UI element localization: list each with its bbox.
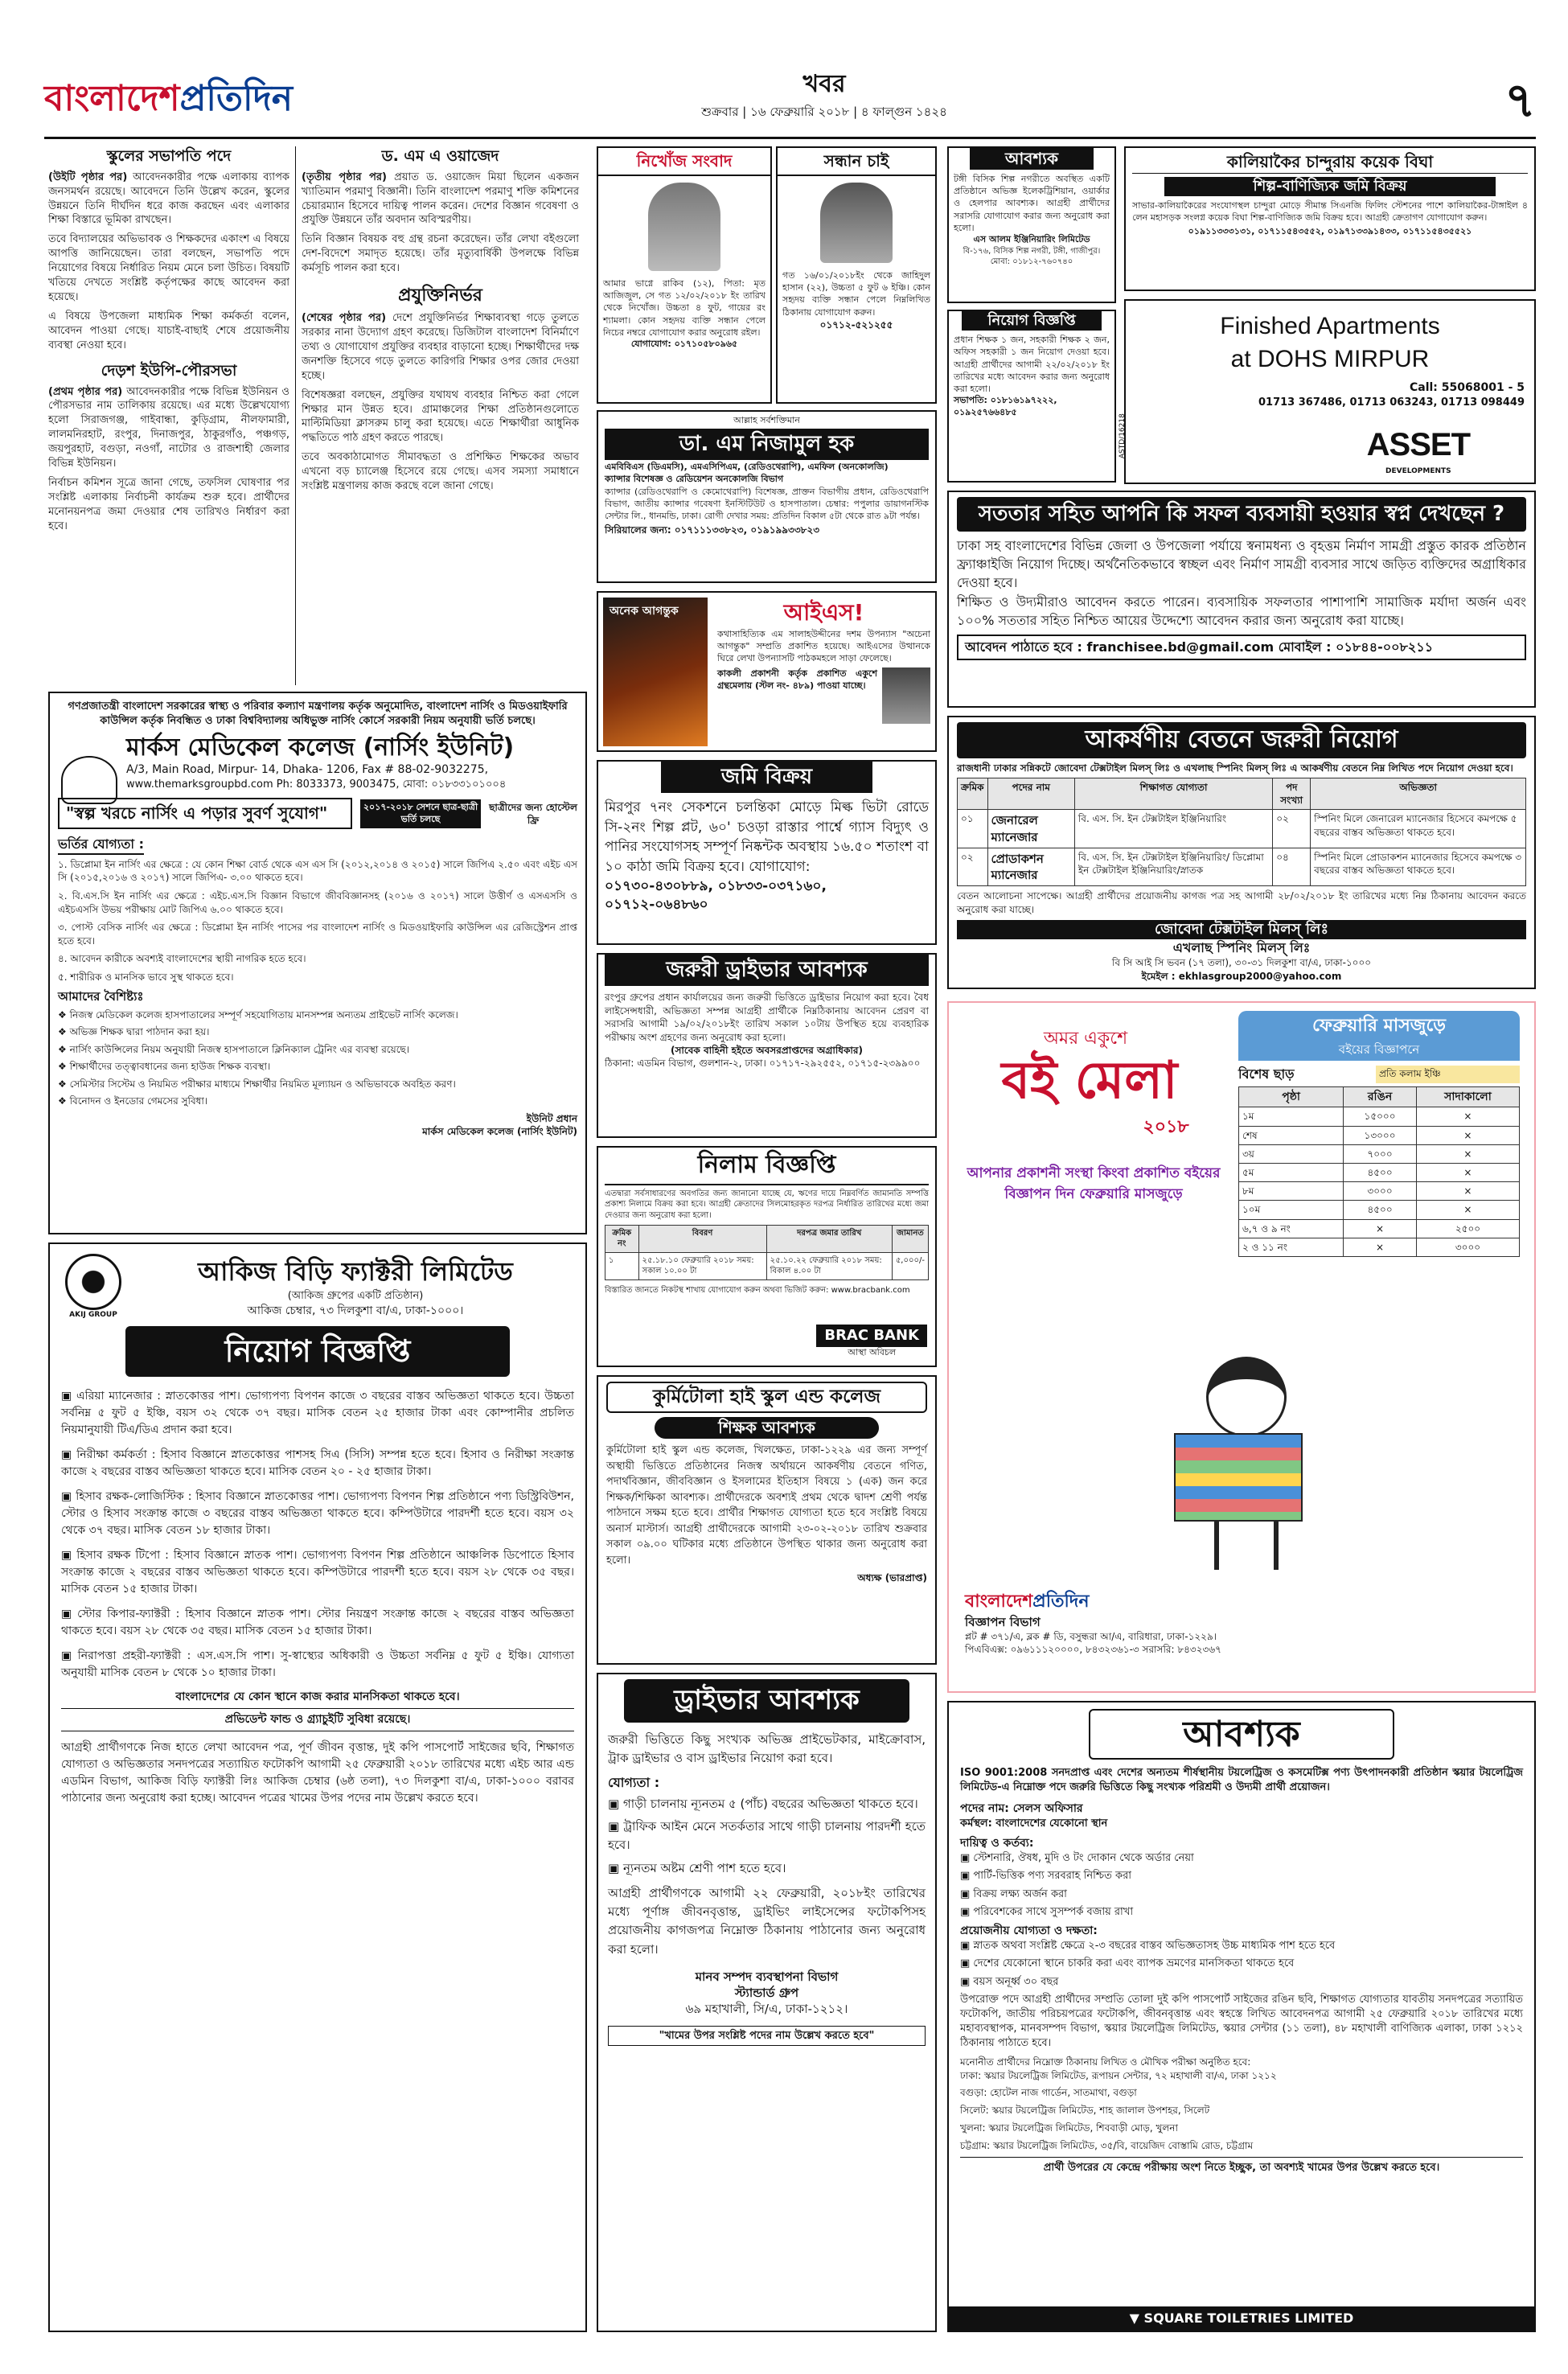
- auction-cell: ২৫.১৮.১০ ফেব্রুয়ারি ২০১৮ সময়: সকাল ১০.০০ টা: [638, 1252, 766, 1279]
- nursing-hostel: ছাত্রীদের জন্য হোস্টেল ফ্রি: [489, 801, 577, 826]
- nursing-sign-2: মার্কস মেডিকেল কলেজ (নার্সিং ইউনিট): [422, 1126, 577, 1137]
- land-sale-title: জমি বিক্রয়: [661, 762, 872, 793]
- boimela-ad: [947, 1001, 1536, 1693]
- asset-line-2: at DOHS MIRPUR: [1230, 345, 1430, 372]
- square-brand-name: SQUARE TOILETRIES LIMITED: [1143, 2310, 1354, 2327]
- nursing-sign-1: ইউনিট প্রধান: [526, 1112, 577, 1124]
- book-stack-icon: [1174, 1433, 1303, 1522]
- article-tech-p1: দেশে প্রযুক্তিনির্ভর শিক্ষাব্যবস্থা গড়ে তুলতে সরকার নানা উদ্যোগ গ্রহণ করেছে। ডিজিটাল বাংলাদেশ বিনির্মাণে তথ্য ও যোগাযোগ প্রযুক্তির ব্যবহার বাড়ানো হচ্ছে। শিক্ষার্থীদের দক্ষ জনশক্তি হিসেবে গড়ে তুলতে কারিগরি শিক্ষার ওপর জোর দেওয়া হচ্ছে।: [302, 311, 579, 382]
- boy-with-books-illustration: [1142, 1357, 1343, 1574]
- square-duty-3: ▣ বিক্রয় লক্ষ্য অর্জন করা: [960, 1887, 1523, 1902]
- akij-name: আকিজ বিড়ি ফ্যাক্টরী লিমিটেড: [198, 1256, 513, 1288]
- nursing-req-1: ১. ডিপ্লোমা ইন নার্সিং এর ক্ষেত্রে : যে কোন শিক্ষা বোর্ড থেকে এস এস সি (২০১২,২০১৪ ও ২০১৫) সালে জিপিএ ২.৫০ এবং এইচ এস সি (২০১৫,২০১৬ ও ২০১৭) সালে জিপিএ- ৩.০০ থাকতে হবে।: [58, 858, 577, 884]
- boimela-th-2: রঙিন: [1344, 1086, 1417, 1107]
- square-intro: ISO 9001:2008 সনদপ্রাপ্ত এবং দেশের অন্যতম শীর্ষস্থানীয় টয়লেট্রিজ ও কসমেটিক্স পণ্য উৎপাদনকারী প্রতিষ্ঠান স্কয়ার টয়লেট্রিজ লিমিটেড-এ নিম্নোক্ত পদে জরুরি ভিত্তিতে কিছু সংখ্যক পরিশ্রমী ও উদ্যমী প্রার্থী প্রয়োজন।: [960, 1767, 1523, 1794]
- square-duty-1: ▣ স্টেশনারি, ঔষধ, মুদি ও টং দোকান থেকে অর্ডার নেয়া: [960, 1851, 1523, 1866]
- kurmitola-ad: [597, 1375, 937, 1665]
- jobad-company: জোবেদা টেক্সটাইল মিলস্ লিঃ: [957, 920, 1526, 939]
- kurmitola-sign: অধ্যক্ষ (ভারপ্রাপ্ত): [857, 1572, 927, 1584]
- jobad-cell: ০৪: [1273, 848, 1311, 886]
- boimela-discount: বিশেষ ছাড়: [1238, 1066, 1295, 1082]
- driver-ad-2-req-2: ▣ ট্রাফিক আইন মেনে সতর্কতার সাথে গাড়ী চালনায় পারদর্শী হতে হবে।: [608, 1817, 926, 1855]
- boimela-th-3: সাদাকালো: [1416, 1086, 1519, 1107]
- akij-logo: [61, 1254, 125, 1320]
- akij-note: বাংলাদেশের যে কোন স্থানে কাজ করার মানসিকতা থাকতে হবে।: [175, 1690, 460, 1704]
- niyog-small-contact: সভাপতি: ০১৮১৬১৯৭২২২, ০১৯২৫৭৬৬৪৮৫: [954, 395, 1057, 417]
- akij-address: আকিজ চেম্বার, ৭৩ দিলকুশা বা/এ, ঢাকা-১০০০।: [247, 1304, 464, 1317]
- jobad-cell: বি. এস. সি. ইন টেক্সটাইল ইঞ্জিনিয়ারিং: [1074, 810, 1272, 848]
- boimela-big: বই মেলা: [1001, 1050, 1178, 1111]
- driver-ad-1-address: ঠিকানা: এডমিন বিভাগ, গুলশান-২, ঢাকা। ০১৭১৭-২৯২৫৫২, ০১৭১৫-২৩৯৯০০: [605, 1058, 921, 1070]
- auction-cell: ২৫.১০.২২ ফেব্রুয়ারি ২০১৮ সময়: বিকাল ৪.০০ টা: [766, 1252, 892, 1279]
- doctor-degrees: এমবিবিএস (ডিএমসি), এমএসিপিএম, (রেডিওথেরাপি), এমফিল (অনকোলজি): [605, 461, 889, 472]
- jobad-apply: বেতন আলোচনা সাপেক্ষে। আগ্রহী প্রার্থীদের প্রয়োজনীয় কাগজ পত্র সহ আগামী ২৮/০২/২০১৮ ইং তারিখের মধ্যে নিম্ন ঠিকানায় আবেদন করতে অনুরোধ করা যাচ্ছে।: [957, 890, 1526, 915]
- nursing-top: গণপ্রজাতন্ত্রী বাংলাদেশ সরকারের স্বাস্থ্য ও পরিবার কল্যাণ মন্ত্রণালয় কর্তৃক অনুমোদিত, বাংলাদেশ নার্সিং ও মিডওয়াইফারি কাউন্সিল কর্তৃক নিবন্ধিত ও ঢাকা বিশ্ববিদ্যালয় অধিভুক্ত নার্সিং কোর্সে সরকারী নিয়ম অনুযায়ী ভর্তি চলছে।: [68, 700, 568, 727]
- square-exam: মনোনীত প্রার্থীদের নিম্নোক্ত ঠিকানায় লিখিত ও মৌখিক পরীক্ষা অনুষ্ঠিত হবে:: [960, 2056, 1251, 2068]
- square-post: পদের নাম: সেলস অফিসার: [960, 1802, 1083, 1816]
- nursing-req-title: ভর্তির যোগ্যতা :: [58, 836, 144, 855]
- square-req-1: ▣ স্নাতক অথবা সংশ্লিষ্ট ক্ষেত্রে ২-৩ বছরের বাস্তব অভিজ্ঞতাসহ উচ্চ মাধ্যমিক পাশ হতে হবে: [960, 1939, 1523, 1953]
- boimela-month-sub: বইয়ের বিজ্ঞাপনে: [1238, 1041, 1520, 1061]
- jobad-address: বি সি আই সি ভবন (১৭ তলা), ৩০-৩১ দিলকুশা বা/এ, ঢাকা-১০০০: [1111, 957, 1372, 969]
- driver-ad-2-req-3: ▣ ন্যূনতম অষ্টম শ্রেণী পাশ হতে হবে।: [608, 1859, 926, 1878]
- jobad-th-4: পদ সংখ্যা: [1273, 778, 1311, 810]
- table-row: [1239, 1163, 1520, 1181]
- missing-title: নিখোঁজ সংবাদ: [598, 148, 770, 176]
- auction-th-4: জামানত: [892, 1225, 928, 1252]
- kaliakoir-title: কালিয়াকৈর চান্দুরায় কয়েক বিঘা: [1132, 151, 1528, 174]
- square-loc-5: চট্টগ্রাম: স্কয়ার টয়লেট্রিজ লিমিটেড, ৩৫/বি, বায়েজিদ বোস্তামি রোড, চট্টগ্রাম: [960, 2139, 1254, 2151]
- wanted-contact: ০১৭১২-৫২১২৫৫: [819, 318, 893, 331]
- article-wazed-title: ড. এম এ ওয়াজেদ: [381, 147, 499, 165]
- article-school-p2: তবে বিদ্যালয়ের অভিভাবক ও শিক্ষকদের একাংশ এ বিষয়ে আপত্তি জানিয়েছেন। তারা বলছেন, সভাপতি পদে নিয়োগের বিষয়ে নির্ধারিত নিয়ম মেনে চলা উচিত। বিষয়টি খতিয়ে দেখতে সংশ্লিষ্ট কর্তৃপক্ষের কাছে আবেদন করা হয়েছে।: [48, 233, 289, 304]
- table-row: [1239, 1219, 1520, 1238]
- square-loc-1: ঢাকা: স্কয়ার টয়লেট্রিজ লিমিটেড, রূপায়ন সেন্টার, ৭২ মহাখালী বা/এ, ঢাকা ১২১২: [960, 2069, 1277, 2081]
- asset-code: ASTD/16218: [1118, 413, 1127, 458]
- rate-cell: ২৫০০: [1416, 1219, 1519, 1238]
- square-duty-title: দায়িত্ব ও কর্তব্য:: [960, 1836, 1034, 1850]
- nursing-feat-1: ❖ নিজস্ব মেডিকেল কলেজ হাসপাতালের সম্পূর্ণ সহযোগিতায় মানসম্পন্ন অন্যতম প্রাইভেট নার্সিং কলেজ।: [58, 1008, 577, 1022]
- land-sale-body: মিরপুর ৭নং সেকশনে চলন্তিকা মোড়ে মিল্ক ভিটা রোডে সি-২নং শিল্প প্লট, ৬০' চওড়া রাস্তার পার্শ্বে গ্যাস বিদ্যুৎ ও পানির সংযোগসহ সম্পূর্ণ নিষ্কন্টক অবস্থায় ১৬.৫০ শতাংশ বা ১০ কাঠা জমি বিক্রয় হবে। যোগাযোগ:: [605, 799, 929, 876]
- land-sale-phones: ০১৭৩০-৪৩০৮৮৯, ০১৮৩৩-০৩৭১৬০, ০১৭১২-০৬৪৮৬০: [605, 877, 827, 913]
- akij-ad: [48, 1242, 587, 2332]
- article-school-title: স্কুলের সভাপতি পদে: [106, 147, 232, 165]
- auction-cell: ৫,০০০/-: [892, 1252, 928, 1279]
- auction-th-3: দরপত্র জমার তারিখ: [766, 1225, 892, 1252]
- square-ad: [947, 1701, 1536, 2332]
- article-tech-p3: তবে অবকাঠামোগত সীমাবদ্ধতা ও প্রশিক্ষিত শিক্ষকের অভাব এখনো বড় চ্যালেঞ্জ হিসেবে রয়ে গেছে। এসব সমস্যা সমাধানে সংশ্লিষ্ট মন্ত্রণালয় কাজ করছে বলে জানা গেছে।: [302, 451, 579, 493]
- land-sale-ad: [597, 760, 937, 945]
- rate-cell: শেষ: [1239, 1126, 1344, 1144]
- square-loc-3: সিলেট: স্কয়ার টয়লেট্রিজ লিমিটেড, শাহ জালাল উপশহর, সিলেট: [960, 2105, 1210, 2117]
- book-cover-title: অনেক আগন্তুক: [610, 605, 679, 618]
- jobad-ad: [947, 716, 1536, 989]
- square-loc-2: বগুড়া: হোটেল নাজ গার্ডেন, সাতমাথা, বগুড়া: [960, 2087, 1137, 2099]
- masthead-rule: [44, 137, 1536, 139]
- rate-cell: ×: [1416, 1126, 1519, 1144]
- rate-cell: ৪৫০০: [1344, 1201, 1417, 1219]
- rate-cell: ১ম: [1239, 1107, 1344, 1126]
- jobad-cell: ০২: [1273, 810, 1311, 848]
- rate-cell: ২ ও ১১ নং: [1239, 1238, 1344, 1256]
- driver-ad-2-company: মানব সম্পদ ব্যবস্থাপনা বিভাগ স্ট্যান্ডার্ড গ্রুপ: [695, 1969, 839, 2001]
- brac-bank-tagline: আস্থা অবিচল: [848, 1347, 897, 1358]
- akij-title: নিয়োগ বিজ্ঞপ্তি: [125, 1326, 510, 1377]
- franchise-ad: [947, 491, 1536, 708]
- nursing-session: ২০১৭-২০১৮ সেশনে ছাত্র-ছাত্রী ভর্তি চলছে: [360, 799, 481, 828]
- boimela-year: ২০১৮: [1143, 1117, 1189, 1137]
- missing-contact: যোগাযোগ: ০১৭১০৫৮০৯৬৫: [630, 338, 738, 349]
- table-row: [1239, 1201, 1520, 1219]
- akij-item-6: ▣ নিরাপত্তা প্রহরী-ফ্যাক্টরী : এস.এস.সি পাশ। সু-স্বাস্থ্যের অধিকারী ও উচ্চতা সর্বনিম্ন ৫ ফুট ৫ ইঞ্চি। যোগ্যতা অনুযায়ী মাসিক বেতন ৮ থেকে ১০ হাজার টাকা।: [61, 1648, 574, 1682]
- akij-item-5: ▣ স্টোর কিপার-ফ্যাক্টরী : হিসাব বিজ্ঞানে স্নাতক পাশ। স্টোর নিয়ন্ত্রণ সংক্রান্ত কাজে ২ বছরের বাস্তব অভিজ্ঞতা থাকতে হবে। বয়স ২৮ থেকে ৩৫ বছর। মাসিক বেতন ১৫ হাজার টাকা।: [61, 1606, 574, 1640]
- rate-cell: ৬,৭ ও ৯ নং: [1239, 1219, 1344, 1238]
- akij-item-1: ▣ এরিয়া ম্যানেজার : স্নাতকোত্তর পাশ। ভোগ্যপণ্য বিপণন কাজে ৩ বছরের বাস্তব অভিজ্ঞতা থাকতে হবে। উচ্চতা সর্বনিম্ন ৫ ফুট ৫ ইঞ্চি, বয়স ৩২ থেকে ৩৭ বছর। মাসিক বেতন ২৫ হাজার টাকা এবং কোম্পানীর প্রচলিত নিয়মানুযায়ী টিএ/ডিএ প্রদান করা হবে।: [61, 1388, 574, 1439]
- driver-ad-1: [597, 953, 937, 1138]
- driver-ad-1-title: জরুরী ড্রাইভার আবশ্যক: [605, 955, 929, 986]
- driver-ad-2-note: "খামের উপর সংশ্লিষ্ট পদের নাম উল্লেখ করতে হবে": [608, 2026, 926, 2047]
- nursing-feat-2: ❖ অভিজ্ঞ শিক্ষক দ্বারা পাঠদান করা হয়।: [58, 1025, 577, 1039]
- article-school-p1: আবেদনকারীর পক্ষে এলাকায় ব্যাপক জনসমর্থন রয়েছে। আবেদনে তিনি উল্লেখ করেন, স্কুলের উন্নয়নে তিনি দীর্ঘদিন ধরে কাজ করছেন এবং এলাকার শিক্ষা বিস্তারে ভূমিকা রাখছেন।: [48, 170, 289, 227]
- square-req-2: ▣ দেশের যেকোনো স্থানে চাকরি করা এবং ব্যাপক ভ্রমণের মানসিকতা থাকতে হবে: [960, 1957, 1523, 1971]
- wanted-ad: [776, 146, 937, 404]
- avashyak-small-address: বি-১৭৬, বিসিক শিল্প নগরী, টঙ্গী, গাজীপুর। মোবা: ০১৮১২-৭৬০৭৪০: [963, 246, 1101, 267]
- jobad-cell: বি. এস. সি. ইন টেক্সটাইল ইঞ্জিনিয়ারিং/ ডিপ্লোমা ইন টেক্সটাইল ইঞ্জিনিয়ারিং/স্নাতক: [1074, 848, 1272, 886]
- avashyak-small-company: এস আলম ইঞ্জিনিয়ারিং লিমিটেড: [973, 233, 1090, 244]
- missing-ad: [597, 146, 772, 404]
- masthead: [44, 68, 1536, 133]
- nursing-req-3: ৩. পোস্ট বেসিক নার্সিং এর ক্ষেত্রে : ডিপ্লোমা ইন নার্সিং পাসের পর বাংলাদেশ নার্সিং ও মিডওয়াইফারি কাউন্সিল এর রেজিস্ট্রেশন প্রাপ্ত হতে হবে।: [58, 922, 577, 947]
- asset-ad: [1118, 299, 1536, 484]
- auction-th-1: ক্রমিক নং: [605, 1225, 639, 1252]
- table-row: [1239, 1107, 1520, 1126]
- boimela-brand: [965, 1590, 1520, 1614]
- book-title: আইএস!: [783, 599, 864, 626]
- missing-photo: [648, 183, 720, 271]
- table-row: [1239, 1144, 1520, 1163]
- boimela-rate-table: [1238, 1086, 1520, 1257]
- brand-part-b: প্রতিদিন: [179, 78, 293, 119]
- table-row: [958, 810, 1526, 848]
- article-wazed-p2: তিনি বিজ্ঞান বিষয়ক বহু গ্রন্থ রচনা করেছেন। তাঁর লেখা বইগুলো দেশ-বিদেশে সমাদৃত হয়েছে। তাঁর মৃত্যুবার্ষিকী উপলক্ষে বিভিন্ন কর্মসূচি পালন করা হবে।: [302, 233, 579, 275]
- brand-part-a: বাংলাদেশ: [44, 78, 180, 119]
- rate-cell: ×: [1416, 1144, 1519, 1163]
- boimela-caption: আপনার প্রকাশনী সংস্থা কিংবা প্রকাশিত বইয়ের বিজ্ঞাপন দিন ফেব্রুয়ারি মাসজুড়ে: [967, 1165, 1221, 1202]
- article-school-p3: এ বিষয়ে উপজেলা মাধ্যমিক শিক্ষা কর্মকর্তা বলেন, আবেদন পাওয়া গেছে। যাচাই-বাছাই শেষে প্রয়োজনীয় ব্যবস্থা নেওয়া হবে।: [48, 310, 289, 351]
- boimela-th-1: পৃষ্ঠা: [1239, 1086, 1344, 1107]
- akij-item-2: ▣ নিরীক্ষা কর্মকর্তা : হিসাব বিজ্ঞানে স্নাতকোত্তর পাশসহ সিএ (সিসি) সম্পন্ন হতে হবে। হিসাব ও নিরীক্ষা সংক্রান্ত কাজে ২ বছরের বাস্তব অভিজ্ঞতা থাকতে হবে। মাসিক বেতন ২০ - ২৫ হাজার টাকা।: [61, 1447, 574, 1481]
- doctor-name: ডা. এম নিজামুল হক: [605, 429, 929, 460]
- rate-cell: ×: [1416, 1163, 1519, 1181]
- brac-bank-logo: BRAC BANK: [816, 1325, 927, 1347]
- doctor-ad: [597, 410, 937, 583]
- rate-cell: ×: [1416, 1107, 1519, 1126]
- book-body: কথাসাহিত্যিক এম সালাহউদ্দীনের দশম উপন্যাস "অচেনা আগন্তুক" সম্প্রতি প্রকাশিত হয়েছে। আইএসের উত্থানকে ঘিরে লেখা উপন্যাসটি পাঠকমহলে সাড়া ফেলেছে।: [717, 628, 930, 664]
- nursing-feat-4: ❖ শিক্ষার্থীদের তত্ত্বাবধানের জন্য হাউজ শিক্ষক ব্যবস্থা।: [58, 1060, 577, 1074]
- article-up-p2: নির্বাচন কমিশন সূত্রে জানা গেছে, তফসিল ঘোষণার পর সংশ্লিষ্ট এলাকায় নির্বাচনী কার্যক্রম শুরু হবে। প্রার্থীদের মনোনয়নপত্র জমা দেওয়ার শেষ তারিখও নির্ধারণ করা হবে।: [48, 477, 289, 532]
- jobad-table: [957, 778, 1526, 886]
- driver-ad-2-apply: আগ্রহী প্রার্থীগণকে আগামী ২২ ফেব্রুয়ারী, ২০১৮ইং তারিখের মধ্যে পূর্ণাঙ্গ জীবনবৃত্তান্ত, ড্রাইভিং লাইসেন্সের ফটোকপিসহ প্রয়োজনীয় কাগজপত্র নিম্নোক্ত ঠিকানায় পাঠানোর জন্য অনুরোধ করা হলো।: [608, 1885, 926, 1957]
- article-tech-continued: (শেষের পৃষ্ঠার পর): [302, 311, 387, 324]
- jobad-th-3: শিক্ষাগত যোগ্যতা: [1074, 778, 1272, 810]
- driver-ad-2-address: ৬৯ মহাখালী, সি/এ, ঢাকা-১২১২।: [685, 2002, 848, 2017]
- boimela-rate-card: [1238, 1011, 1520, 1357]
- auction-th-2: বিবরণ: [638, 1225, 766, 1252]
- square-area: কর্মস্থল: বাংলাদেশের যেকোনো স্থান: [960, 1817, 1108, 1830]
- akij-logo-sub: AKIJ GROUP: [69, 1311, 117, 1319]
- article-tech-p2: বিশেষজ্ঞরা বলছেন, প্রযুক্তির যথাযথ ব্যবহার নিশ্চিত করা গেলে শিক্ষার মান উন্নত হবে। গ্রামাঞ্চলের শিক্ষা প্রতিষ্ঠানগুলোতে মাল্টিমিডিয়া ক্লাসরুম চালু করা হয়েছে। এতে শিক্ষার্থীরা আধুনিক পদ্ধতিতে পাঠ গ্রহণ করতে পারছে।: [302, 388, 579, 445]
- avashyak-small-body: টঙ্গী বিসিক শিল্প নগরীতে অবস্থিত একটি প্রতিষ্ঠানে অভিজ্ঞ ইলেকট্রিশিয়ান, ওয়ার্কার ও হেলপার আবশ্যক। আগ্রহী প্রার্থীদের সরাসরি যোগাযোগ করার জন্য অনুরোধ করা হলো।: [954, 174, 1110, 233]
- akij-leaf-icon: [65, 1254, 121, 1310]
- akij-benefit: প্রভিডেন্ট ফান্ড ও গ্র্যাচুইটি সুবিধা রয়েছে।: [61, 1708, 574, 1731]
- jobad-cell: ০১: [958, 810, 988, 848]
- author-photo: [882, 667, 930, 724]
- nursing-logo-icon: [61, 756, 117, 804]
- square-req-3: ▣ বয়স অনূর্ধ্ব ৩০ বছর: [960, 1975, 1523, 1990]
- nursing-slogan: "স্বল্প খরচে নার্সিং এ পড়ার সুবর্ণ সুযোগ": [58, 798, 352, 829]
- boimela-address: প্লট # ৩৭১/এ, ব্লক # ডি, বসুন্ধরা আ/এ, বারিধারা, ঢাকা-১২২৯।: [965, 1630, 1217, 1642]
- rate-cell: ৮ম: [1239, 1182, 1344, 1201]
- boimela-dept: বিজ্ঞাপন বিভাগ: [965, 1614, 1041, 1629]
- wanted-title: সন্ধান চাই: [778, 148, 935, 176]
- jobad-intro: রাজধানী ঢাকার সন্নিকটে জোবেদা টেক্সটাইল মিলস্ লিঃ ও এখলাছ স্পিনিং মিলস্ লিঃ এ আকর্ষণীয় বেতনে নিম্ন লিখিত পদে নিয়োগ দেওয়া হবে।: [957, 762, 1513, 774]
- boimela-title: অমর একুশে: [1043, 1029, 1128, 1049]
- square-title: আবশ্যক: [1089, 1709, 1394, 1760]
- boimela-brand-b: প্রতিদিন: [1032, 1591, 1090, 1612]
- nursing-name: মার্কস মেডিকেল কলেজ (নার্সিং ইউনিট): [126, 733, 515, 762]
- driver-ad-2-body: জরুরী ভিত্তিতে কিছু সংখ্যক অভিজ্ঞ প্রাইভেটকার, মাইক্রোবাস, ট্রাক ড্রাইভার ও বাস ড্রাইভার নিয়োগ করা হবে।: [608, 1731, 926, 1766]
- article-wazed-continued: (তৃতীয় পৃষ্ঠার পর): [302, 170, 387, 183]
- table-row: [605, 1252, 929, 1279]
- column-divider: [295, 146, 296, 685]
- boy-legs: [1214, 1522, 1279, 1570]
- table-row: [1239, 1238, 1520, 1256]
- asset-phones: 01713 367486, 01713 063243, 01713 098449: [1258, 396, 1525, 409]
- akij-group: (আকিজ গ্রুপের একটি প্রতিষ্ঠান): [287, 1290, 424, 1303]
- niyog-small-ad: [947, 310, 1116, 483]
- asset-call: Call: 55068001 - 5: [1409, 381, 1525, 394]
- jobad-cell: প্রোডাকশন ম্যানেজার: [987, 848, 1074, 886]
- nursing-req-5: ৫. শারীরিক ও মানসিক ভাবে সুস্থ থাকতে হবে।: [58, 971, 234, 983]
- article-up-title: দেড়শ ইউপি-পৌরসভা: [101, 361, 237, 380]
- rate-cell: ৭০০০: [1344, 1144, 1417, 1163]
- page-number: ৭: [1504, 72, 1536, 129]
- driver-ad-2-req-title: যোগ্যতা :: [608, 1775, 660, 1791]
- rate-cell: ৩০০০: [1416, 1238, 1519, 1256]
- kurmitola-title: কুর্মিটোলা হাই স্কুল এন্ড কলেজ: [606, 1382, 927, 1413]
- article-school: [48, 146, 289, 685]
- franchise-body: ঢাকা সহ বাংলাদেশের বিভিন্ন জেলা ও উপজেলা পর্যায়ে স্বনামধন্য ও বৃহত্তম নির্মাণ সামগ্রী প্রস্তুত কারক প্রতিষ্ঠান ফ্র্যাঞ্চাইজি নিয়োগ দিচ্ছে। অর্থনৈতিকভাবে স্বচ্ছল এবং নির্মাণ সামগ্রী ব্যবসার সাথে জড়িত ব্যক্তিদের অগ্রাধিকার দেওয়া হবে।: [957, 538, 1526, 591]
- nursing-req-2: ২. বি.এস.সি ইন নার্সিং এর ক্ষেত্রে : এইচ.এস.সি বিজ্ঞান বিভাগে জীববিজ্ঞানসহ (২০১৬ ও ২০১৭) সালে উত্তীর্ণ ও এসএসসি ও এইচএসসি উভয় পরীক্ষায় মোট জিপিএ ৬.০০ থাকতে হবে।: [58, 890, 577, 915]
- franchise-body-2: শিক্ষিত ও উদ্যমীরাও আবেদন করতে পারেন। ব্যবসায়িক সফলতার পাশাপাশি সামাজিক মর্যাদা অর্জন এবং ১০০% সততার সহিত নিশ্চিত আয়ের উদ্দেশ্যে আবেদন করার জন্য অনুরোধ করা যাচ্ছে।: [957, 594, 1526, 628]
- avashyak-small-ad: [947, 146, 1116, 303]
- doctor-role: ক্যান্সার বিশেষজ্ঞ ও রেডিয়েশন অনকোলজি বিভাগ: [605, 473, 784, 484]
- square-duty-2: ▣ পার্টি-ভিত্তিক পণ্য সরবরাহ নিশ্চিত করা: [960, 1869, 1523, 1883]
- nursing-req-4: ৪. আবেদন কারীকে অবশ্যই বাংলাদেশের স্থায়ী নাগরিক হতে হবে।: [58, 953, 306, 965]
- franchise-title: সততার সহিত আপনি কি সফল ব্যবসায়ী হওয়ার স্বপ্ন দেখছেন ?: [957, 497, 1526, 532]
- boy-head: [1206, 1357, 1287, 1437]
- driver-ad-2: [597, 1673, 937, 2332]
- square-logo-icon: ▼: [1129, 2310, 1144, 2327]
- kaliakoir-phones: ০১৯১১৩৩৩১৩১, ০১৭১১৫৪৩৫৫২, ০১৯৭১৩৩৯১৪৩৩, ০১৭১১৫৪৩৫৫২১: [1188, 225, 1472, 236]
- akij-apply: আগ্রহী প্রার্থীগণকে নিজ হাতে লেখা আবেদন পত্র, পূর্ণ জীবন বৃত্তান্ত, দুই কপি পাসপোর্ট সাইজের ছবি, শিক্ষাগত যোগ্যতা ও অভিজ্ঞতার সনদপত্রের সত্যায়িত ফটোকপি আগামী ২৫ ফেব্রুয়ারী ২০১৮ তারিখের মধ্যে এইচ আর এন্ড এডমিন বিভাগ, আকিজ বিড়ি ফ্যাক্টরী লিঃ আকিজ চেম্বার (৬ষ্ঠ তলা), ৭৩ দিলকুশা বা/এ, ঢাকা-১০০০ বরাবর পাঠানোর জন্য অনুরোধ করা হচ্ছে। আবেদন পত্রের খামের উপর পদের নাম উল্লেখ করতে হবে।: [61, 1741, 574, 1805]
- rate-cell: ১৩০০০: [1344, 1126, 1417, 1144]
- kurmitola-subtitle: শিক্ষক আবশ্যক: [655, 1417, 879, 1439]
- article-wazed-p1: প্রয়াত ড. ওয়াজেদ মিয়া ছিলেন একজন খ্যাতিমান পরমাণু বিজ্ঞানী। তিনি বাংলাদেশ পরমাণু শক্তি কমিশনের চেয়ারম্যান হিসেবে দায়িত্ব পালন করেন। দেশের বিজ্ঞান গবেষণা ও প্রযুক্তি উন্নয়নে তাঁর অবদান অবিস্মরণীয়।: [302, 170, 580, 227]
- article-up-continued: (প্রথম পৃষ্ঠার পর): [48, 385, 123, 398]
- nursing-feat-5: ❖ সেমিস্টার সিস্টেম ও নিয়মিত পরীক্ষার মাধ্যমে শিক্ষার্থীর নিয়মিত মূল্যায়ন ও অভিভাবকে অবহিত করণ।: [58, 1078, 577, 1091]
- nursing-ad: [48, 692, 587, 1234]
- issue-date: শুক্রবার | ১৬ ফেব্রুয়ারি ২০১৮ | ৪ ফাল্গুন ১৪২৪: [701, 105, 947, 119]
- doctor-tag: আল্লাহ সর্বশক্তিমান: [733, 415, 800, 425]
- square-apply: উপরোক্ত পদে আগ্রহী প্রার্থীদের সম্প্রতি তোলা দুই কপি পাসপোর্ট সাইজের রঙিন ছবি, শিক্ষাগত যোগ্যতার যাবতীয় সনদপত্রের সত্যায়িত ফটোকপি, জাতীয় পরিচয়পত্রের ফটোকপি, জীবনবৃত্তান্ত এবং স্বহস্তে লিখিত আবেদনপত্র আগামী ২৫ ফেব্রুয়ারি ২০১৮ তারিখের মধ্যে মহাব্যবস্থাপক, মানবসম্পদ বিভাগ, স্কয়ার টয়লেট্রিজ লিমিটেড, স্কয়ার সেন্টার (১১ তলা), ৪৮ মহাখালী বাণিজ্যিক এলাকা, ঢাকা ১২১২ ঠিকানায় পাঠাতে হবে।: [960, 1994, 1523, 2050]
- kurmitola-body: কুর্মিটোলা হাই স্কুল এন্ড কলেজ, খিলক্ষেত, ঢাকা-১২২৯ এর জন্য সম্পূর্ণ অস্থায়ী ভিত্তিতে প্রতিষ্ঠানের নিজস্ব অর্থায়নে আকর্ষণীয় বেতনে গণিত, পদার্থবিজ্ঞান, জীববিজ্ঞান ও ইসলামের ইতিহাস বিষয়ে ১ (এক) জন করে শিক্ষক/শিক্ষিকা আবশ্যক। প্রার্থীদেরকে অবশ্যই প্রথম থেকে দ্বাদশ শ্রেণী পর্যন্ত পাঠদানে সক্ষম হতে হবে। প্রার্থীর শিক্ষাগত যোগ্যতা হতে হবে সংশ্লিষ্ট বিষয়ে অনার্স মাস্টার্স। আগ্রহী প্রার্থীদেরকে আগামী ২৩-০২-২০১৮ তারিখ শুক্রবার সকাল ০৯.০০ ঘটিকার মধ্যে প্রতিষ্ঠানে উপস্থিত থাকার জন্য অনুরোধ করা হলো।: [606, 1444, 927, 1567]
- kaliakoir-body: সাভার-কালিয়াকৈরের সংযোগস্থল চান্দুরা মোড়ে সীমান্ত সিএনজি ফিলিং স্টেশনের পাশে কালিয়াকৈর-টাঙ্গাইল ৪ লেন মহাসড়ক সংলগ্ন কয়েক বিঘা শিল্প-বাণিজ্যিক জমি বিক্রয় হবে। আগ্রহী ক্রেতাগণ যোগাযোগ করুন।: [1132, 200, 1528, 224]
- auction-cell: ১: [605, 1252, 639, 1279]
- book-stall: কাকলী প্রকাশনী কর্তৃক প্রকাশিত একুশে গ্রন্থমেলায় (স্টল নং- ৪৮৯) পাওয়া যাচ্ছে।: [717, 668, 877, 692]
- jobad-th-5: অভিজ্ঞতা: [1311, 778, 1526, 810]
- auction-ad: [597, 1146, 937, 1367]
- jobad-th-1: ক্রমিক: [958, 778, 988, 810]
- book-ad: [597, 591, 937, 752]
- rate-cell: ৩য়: [1239, 1144, 1344, 1163]
- article-school-continued: (উইটি পৃষ্ঠার পর): [48, 170, 128, 183]
- driver-ad-2-title: ড্রাইভার আবশ্যক: [624, 1679, 909, 1723]
- niyog-small-title: নিয়োগ বিজ্ঞপ্তি: [962, 311, 1102, 331]
- niyog-small-body: প্রধান শিক্ষক ১ জন, সহকারী শিক্ষক ২ জন, অফিস সহকারী ১ জন নিয়োগ দেওয়া হবে। আগ্রহী প্রার্থীদের আগামী ২২/০২/২০১৮ ইং তারিখের মধ্যে আবেদন করার জন্য অনুরোধ করা হলো।: [954, 335, 1110, 394]
- rate-cell: ×: [1344, 1238, 1417, 1256]
- boimela-month-title: ফেব্রুয়ারি মাসজুড়ে: [1238, 1011, 1520, 1041]
- boimela-brand-a: বাংলাদেশ: [965, 1591, 1033, 1612]
- auction-footer: বিস্তারিত জানতে নিকটস্থ শাখায় যোগাযোগ করুন অথবা ভিজিট করুন: www.bracbank.com: [605, 1285, 910, 1295]
- akij-item-4: ▣ হিসাব রক্ষক টিপো : হিসাব বিজ্ঞানে স্নাতক পাশ। ভোগ্যপণ্য বিপণন শিল্প প্রতিষ্ঠানে আঞ্চলিক ডিপোতে হিসাব সংক্রান্ত কাজে ২ বছরের বাস্তব অভিজ্ঞতা থাকতে হবে। কম্পিউটারে পারদর্শী হতে হবে। বয়স ২৮ থেকে ৩৫ বছর। মাসিক বেতন ১৫ হাজার টাকা।: [61, 1547, 574, 1598]
- square-req-title: প্রয়োজনীয় যোগ্যতা ও দক্ষতা:: [960, 1924, 1098, 1937]
- rate-cell: ৪৫০০: [1344, 1163, 1417, 1181]
- table-row: [1239, 1182, 1520, 1201]
- rate-cell: ১৫০০০: [1344, 1107, 1417, 1126]
- avashyak-small-title: আবশ্যক: [970, 148, 1094, 170]
- table-row: [1239, 1126, 1520, 1144]
- doctor-body: ক্যান্সার (রেডিওথেরাপি ও কেমোথেরাপি) বিশেষজ্ঞ, প্রাক্তন বিভাগীয় প্রধান, রেডিওথেরাপি বিভাগ, জাতীয় ক্যান্সার গবেষণা ইনস্টিটিউট ও হাসপাতাল। চেম্বার: পপুলার ডায়াগনস্টিক সেন্টার লি., ধানমন্ডি, ঢাকা। রোগী দেখার সময়: প্রতিদিন বিকাল ৫টা থেকে রাত ৯টা পর্যন্ত।: [605, 486, 929, 521]
- rate-cell: ৫ম: [1239, 1163, 1344, 1181]
- jobad-company-2: এখলাছ স্পিনিং মিলস্ লিঃ: [1172, 939, 1311, 955]
- table-row: [958, 848, 1526, 886]
- auction-table: [605, 1225, 929, 1280]
- kaliakoir-ad: [1124, 146, 1536, 291]
- asset-logo-sub: DEVELOPMENTS: [1385, 466, 1451, 475]
- jobad-cell: স্পিনিং মিলে জেনারেল ম্যানেজার হিসেবে কমপক্ষে ৫ বছরের বাস্তব অভিজ্ঞতা থাকতে হবে।: [1311, 810, 1526, 848]
- nursing-web: www.themarksgroupbd.com Ph: 8033373, 9003475, মোবা: ০১৮৩৩১০১০০৪: [126, 778, 507, 791]
- asset-line-1: Finished Apartments: [1220, 313, 1440, 339]
- wanted-body: গত ১৬/০১/২০১৮ইং থেকে জাহিদুল হাসান (২২), উচ্চতা ৫ ফুট ৬ ইঞ্চি। কোন সহৃদয় ব্যক্তি সন্ধান পেলে নিম্নলিখিত ঠিকানায় যোগাযোগ করুন।: [782, 270, 930, 318]
- driver-ad-1-body: রংপুর গ্রুপের প্রধান কার্যালয়ের জন্য জরুরী ভিত্তিতে ড্রাইভার নিয়োগ করা হবে। বৈধ লাইসেন্সধারী, অভিজ্ঞতা সম্পন্ন আগ্রহী প্রার্থীকে নিম্নঠিকানায় আবেদন প্রেরণ বা সরাসরি আগামী ১৯/০২/২০১৮ইং তারিখ সকাল ১০টায় উপস্থিত হয়ে ব্যবহারিক পরীক্ষায় অংশ গ্রহণের জন্য অনুরোধ করা হলো।: [605, 992, 929, 1043]
- wanted-photo: [820, 183, 893, 263]
- jobad-cell: স্পিনিং মিলে প্রোডাকশন ম্যানেজার হিসেবে কমপক্ষে ৩ বছরের বাস্তব অভিজ্ঞতা থাকতে হবে।: [1311, 848, 1526, 886]
- square-note: প্রার্থী উপরের যে কেন্দ্রে পরীক্ষায় অংশ নিতে ইচ্ছুক, তা অবশ্যই খামের উপর উল্লেখ করতে হবে।: [960, 2157, 1523, 2175]
- square-duty-4: ▣ পরিবেশকের সাথে সুসম্পর্ক বজায় রাখা: [960, 1905, 1523, 1920]
- boimela-rate-note: প্রতি কলাম ইঞ্চি: [1376, 1066, 1520, 1083]
- jobad-th-2: পদের নাম: [987, 778, 1074, 810]
- article-wazed: [302, 146, 579, 685]
- rate-cell: ১০ম: [1239, 1201, 1344, 1219]
- nursing-feat-title: আমাদের বৈশিষ্ট্যঃ: [58, 989, 144, 1004]
- jobad-cell: ০২: [958, 848, 988, 886]
- boimela-phone: পিএবিএক্স: ০৯৬১১১২০০০০, ৮৪৩২৩৬১-৩ সরাসরি: ৮৪৩২৩৬৭: [965, 1644, 1221, 1656]
- franchise-contact: আবেদন পাঠাতে হবে : franchisee.bd@gmail.com মোবাইল : ০১৮৪৪-০০৮২১১: [957, 635, 1526, 660]
- driver-ad-2-req-1: ▣ গাড়ী চালনায় ন্যূনতম ৫ (পাঁচ) বছরের অভিজ্ঞতা থাকতে হবে।: [608, 1795, 926, 1813]
- auction-intro: এতদ্বারা সর্বসাধারণের অবগতির জন্য জানানো যাচ্ছে যে, ঋণের দায়ে নিম্নবর্ণিত জামানতি সম্পত্তি প্রকাশ্য নিলামে বিক্রয় করা হবে। আগ্রহী ক্রেতাদের সিলমোহরকৃত দরপত্র নির্ধারিত তারিখের মধ্যে জমা দেওয়ার জন্য অনুরোধ করা হলো।: [605, 1189, 929, 1221]
- section-title: খবর: [802, 70, 846, 98]
- article-tech-title: প্রযুক্তিনির্ভর: [398, 285, 482, 306]
- jobad-email: ইমেইল : ekhlasgroup2000@yahoo.com: [1141, 970, 1342, 982]
- nursing-feat-3: ❖ নার্সিং কাউন্সিলের নিয়ম অনুযায়ী নিজস্ব হাসপাতালে ক্লিনিক্যাল ট্রেনিং এর ব্যবস্থা রয়েছে।: [58, 1043, 577, 1057]
- rate-cell: ৩০০০: [1344, 1182, 1417, 1201]
- nursing-feat-6: ❖ বিনোদন ও ইনডোর গেমসের সুবিধা।: [58, 1095, 577, 1108]
- kaliakoir-subtitle: শিল্প-বাণিজ্যিক জমি বিক্রয়: [1164, 177, 1496, 196]
- square-brand: [949, 2306, 1534, 2331]
- driver-ad-1-note: (সাবেক বাহিনী হইতে অবসরপ্রাপ্তদের অগ্রাধিকার): [671, 1045, 863, 1057]
- rate-cell: ×: [1416, 1201, 1519, 1219]
- missing-body: আমার ভাগ্নে রাকিব (১২), পিতা: মৃত আজিজুল, সে গত ১২/০২/২০১৮ ইং তারিখ থেকে নিখোঁজ। উচ্চতা ৪ ফুট, গায়ের রং শ্যামলা। কোন সহৃদয় ব্যক্তি সন্ধান পেলে নিচের নম্বরে যোগাযোগ করার অনুরোধ রইল।: [603, 278, 766, 338]
- asset-logo: ASSET: [1366, 426, 1470, 462]
- doctor-phone: সিরিয়ালের জন্য: ০১৭১১১৩৩৮২৩, ০১৯১৯৯৩৩৮২৩: [605, 524, 820, 536]
- jobad-cell: জেনারেল ম্যানেজার: [987, 810, 1074, 848]
- nursing-address: A/3, Main Road, Mirpur- 14, Dhaka- 1206, Fax # 88-02-9032275,: [126, 762, 489, 776]
- square-loc-4: খুলনা: স্কয়ার টয়লেট্রিজ লিমিটেড, শিববাড়ী মোড়, খুলনা: [960, 2122, 1178, 2134]
- jobad-title: আকর্ষণীয় বেতনে জরুরী নিয়োগ: [957, 722, 1526, 758]
- book-cover-image: [603, 598, 708, 746]
- article-up-p1: আবেদনকারীর পক্ষে বিভিন্ন ইউনিয়ন ও পৌরসভার নাম তালিকায় রয়েছে। এর মধ্যে উল্লেখযোগ্য হলো সিরাজগঞ্জ, গাইবান্ধা, কুড়িগ্রাম, নীলফামারী, লালমনিরহাট, রংপুর, দিনাজপুর, ঠাকুরগাঁও, পঞ্চগড়, জয়পুরহাট, বগুড়া, নওগাঁ, নাটোর ও রাজশাহী জেলার বিভিন্ন ইউনিয়ন।: [48, 385, 289, 470]
- rate-cell: ×: [1416, 1182, 1519, 1201]
- auction-title: নিলাম বিজ্ঞপ্তি: [605, 1148, 929, 1185]
- rate-cell: ×: [1344, 1219, 1417, 1238]
- masthead-brand: [44, 75, 382, 123]
- akij-item-3: ▣ হিসাব রক্ষক-লোজিস্টিক : হিসাব বিজ্ঞানে স্নাতকোত্তর পাশ। ভোগ্যপণ্য বিপণন শিল্প প্রতিষ্ঠানে পণ্য ডিস্ট্রিবিউশন, স্টোর ও হিসাব সংক্রান্ত কাজে ৩ বছরের বাস্তব অভিজ্ঞতা থাকতে হবে। কম্পিউটারে পারদর্শী হতে হবে। বয়স ৩২ থেকে ৩৭ বছর। মাসিক বেতন ১৮ হাজার টাকা।: [61, 1489, 574, 1539]
